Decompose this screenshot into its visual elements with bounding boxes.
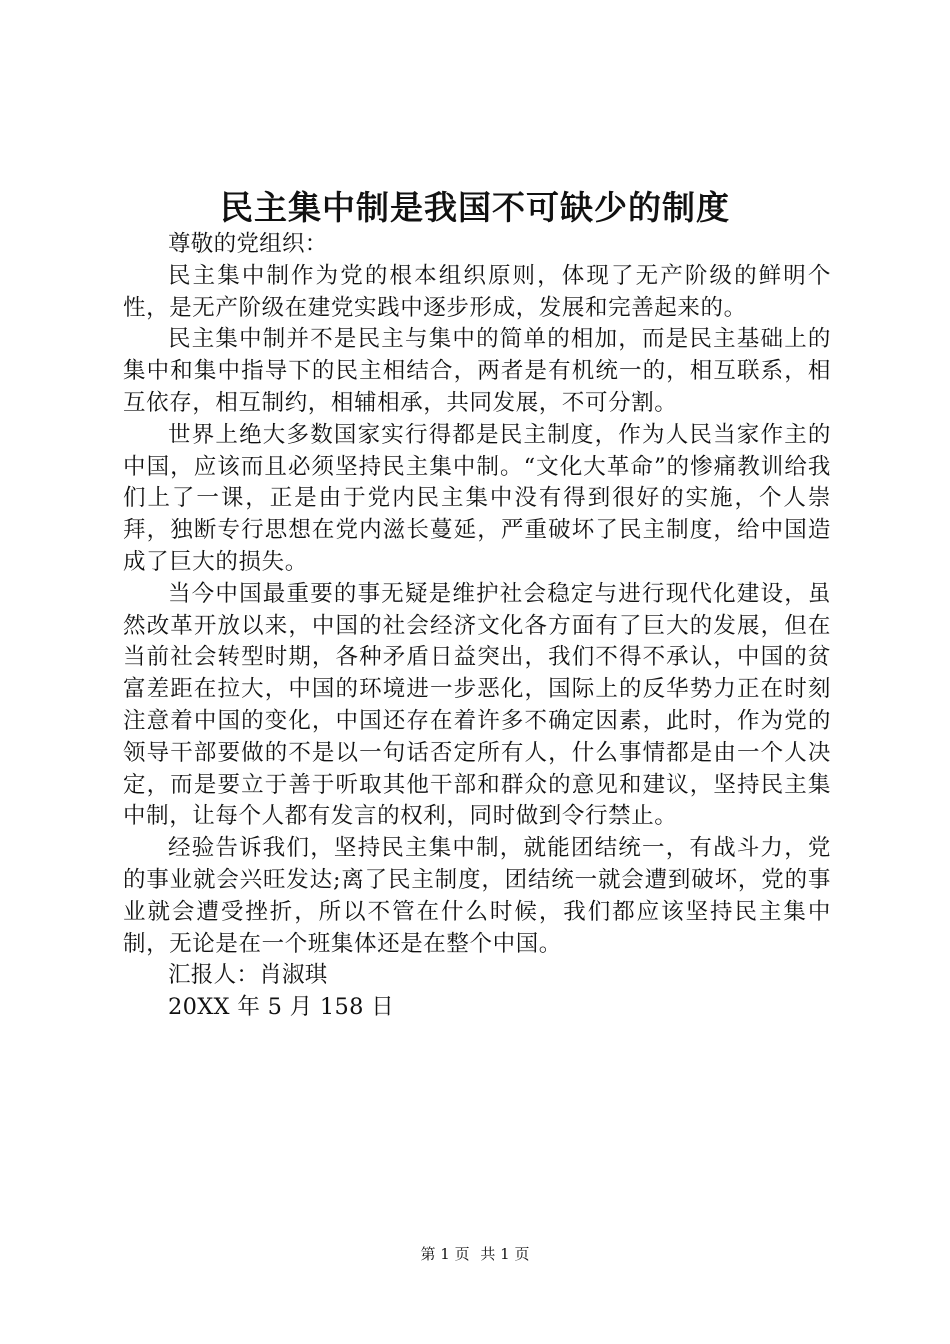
date-line: 20XX 年 5 月 158 日 [168,994,394,1021]
paragraph: 民主集中制作为党的根本组织原则，体现了无产阶级的鲜明个性，是无产阶级在建党实践中逐步形成，发展和完善起来的。 [123,262,831,321]
page-total: 共 1 页 [480,1245,530,1263]
paragraph: 经验告诉我们，坚持民主集中制，就能团结统一，有战斗力，党的事业就会兴旺发达;离了民主制度，团结统一就会遭到破坏，党的事业就会遭受挫折，所以不管在什么时候，我们都应该坚持民主集中制，无论是在一个班集体还是在整个中国。 [123,835,831,957]
paragraph: 民主集中制并不是民主与集中的简单的相加，而是民主基础上的集中和集中指导下的民主相结合，两者是有机统一的，相互联系，相互依存，相互制约，相辅相承，共同发展，不可分割。 [123,326,831,416]
salutation: 尊敬的党组织： [168,231,328,257]
document-title: 民主集中制是我国不可缺少的制度 [220,188,730,227]
reporter-line: 汇报人：肖淑琪 [168,962,328,989]
paragraph: 当今中国最重要的事无疑是维护社会稳定与进行现代化建设，虽然改革开放以来，中国的社会经济文化各方面有了巨大的发展，但在当前社会转型时期，各种矛盾日益突出，我们不得不承认，中国的贫富差距在拉大，中国的环境进一步恶化，国际上的反华势力正在时刻注意着中国的变化，中国还存在着许多不确定因素，此时，作为党的领导干部要做的不是以一句话否定所有人，什么事情都是由一个人决定，而是要立于善于听取其他干部和群众的意见和建议，坚持民主集中制，让每个人都有发言的权利，同时做到令行禁止。 [123,580,831,830]
page-number: 第 1 页 [420,1245,470,1263]
page-footer [0,1244,950,1264]
document-body [123,229,831,1024]
paragraph: 世界上绝大多数国家实行得都是民主制度，作为人民当家作主的中国，应该而且必须坚持民主集中制。“文化大革命”的惨痛教训给我们上了一课，正是由于党内民主集中没有得到很好的实施，个人崇拜，独断专行思想在党内滋长蔓延，严重破坏了民主制度，给中国造成了巨大的损失。 [123,421,831,575]
